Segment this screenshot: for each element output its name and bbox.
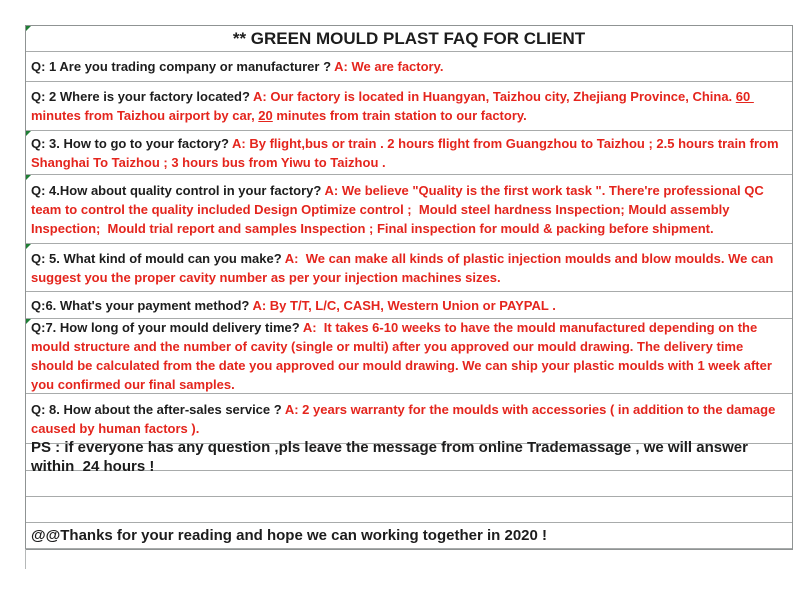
answer-text: minutes from train station to our factory.: [272, 108, 527, 123]
cell-flag-triangle-icon: [26, 26, 31, 31]
faq-row-5-text: [31, 249, 787, 287]
question-text: Q: 8. How about the after-sales service ?: [31, 401, 285, 417]
faq-row-7-text: [31, 318, 787, 394]
question-text: Q: 3. How to go to your factory?: [31, 135, 233, 151]
faq-row-4-text: [31, 181, 787, 238]
ps-note: PS : if everyone has any question ,pls leave the message from online Trademassage , we will answer within 24 hours !: [31, 439, 753, 475]
answer-text: minutes from Taizhou airport by car,: [31, 108, 259, 123]
faq-row-2: [26, 82, 792, 131]
question-text: Q: 4.How about quality control in your factory?: [31, 182, 325, 198]
cell-flag-triangle-icon: [26, 319, 31, 324]
answer-underlined-text: 20: [258, 108, 273, 123]
empty-row: [26, 471, 792, 497]
faq-row-3: [26, 131, 792, 175]
answer-text: A: We believe "Quality is the first work task ". There're professional QC team to control the quality included Design Optimize control ; Mould steel hardness Inspection; Mould assembly Inspection; Mould trial report and samples Inspection ; Final inspection for mould & packing before shipment.: [31, 182, 768, 236]
cell-flag-triangle-icon: [26, 131, 31, 136]
answer-text: A: By T/T, L/C, CASH, Western Union or PAYPAL .: [252, 297, 556, 313]
partial-row-left-border: [25, 549, 26, 569]
answer-text: A: We can make all kinds of plastic injection moulds and blow moulds. We can suggest you the proper cavity number as per your injection machines sizes.: [31, 250, 777, 285]
page-title: ** GREEN MOULD PLAST FAQ FOR CLIENT: [232, 28, 586, 48]
faq-row-3-text: [31, 134, 787, 172]
faq-row-4: [26, 175, 792, 244]
faq-row-6: [26, 292, 792, 319]
question-text: Q: 2 Where is your factory located?: [31, 89, 254, 104]
faq-row-5: [26, 244, 792, 292]
empty-row: [26, 497, 792, 523]
question-text: Q: 1 Are you trading company or manufacturer ?: [31, 59, 335, 74]
faq-row-8-text: [31, 400, 787, 438]
question-text: Q:6. What's your payment method?: [31, 297, 253, 313]
thanks-row: [26, 523, 792, 549]
ps-row: [26, 439, 792, 475]
faq-row-1: [26, 52, 792, 82]
faq-row-2-text: [31, 87, 787, 125]
answer-text: A: 2 years warranty for the moulds with accessories ( in addition to the damage caused by human factors ).: [31, 401, 779, 436]
faq-row-1-text: [31, 57, 787, 76]
cell-flag-triangle-icon: [26, 244, 31, 249]
answer-text: A: We are factory.: [334, 59, 444, 74]
faq-table: [25, 25, 793, 550]
answer-text: A: Our factory is located in Huangyan, Taizhou city, Zhejiang Province, China.: [253, 89, 736, 104]
answer-text: A: By flight,bus or train . 2 hours flight from Guangzhou to Taizhou ; 2.5 hours train from Shanghai To Taizhou ; 3 hours bus from Yiwu to Taizhou .: [31, 135, 783, 170]
faq-row-8: [26, 394, 792, 444]
faq-row-6-text: [31, 296, 787, 315]
question-text: Q:7. How long of your mould delivery time?: [31, 320, 303, 335]
thanks-note: @@Thanks for your reading and hope we can working together in 2020 !: [31, 527, 548, 544]
question-text: Q: 5. What kind of mould can you make?: [31, 250, 285, 266]
title-row: [26, 26, 792, 52]
faq-row-7: [26, 319, 792, 394]
answer-text: A: It takes 6-10 weeks to have the mould manufactured depending on the mould structure and the number of cavity (single or multi) after you approved our mould drawing. The delivery time should be calculated from the date you approved our mould drawing. We can ship your plastic moulds with 1 week after you confirmed our final samples.: [31, 320, 776, 392]
cell-flag-triangle-icon: [26, 175, 31, 180]
answer-underlined-text: 60: [735, 89, 754, 104]
